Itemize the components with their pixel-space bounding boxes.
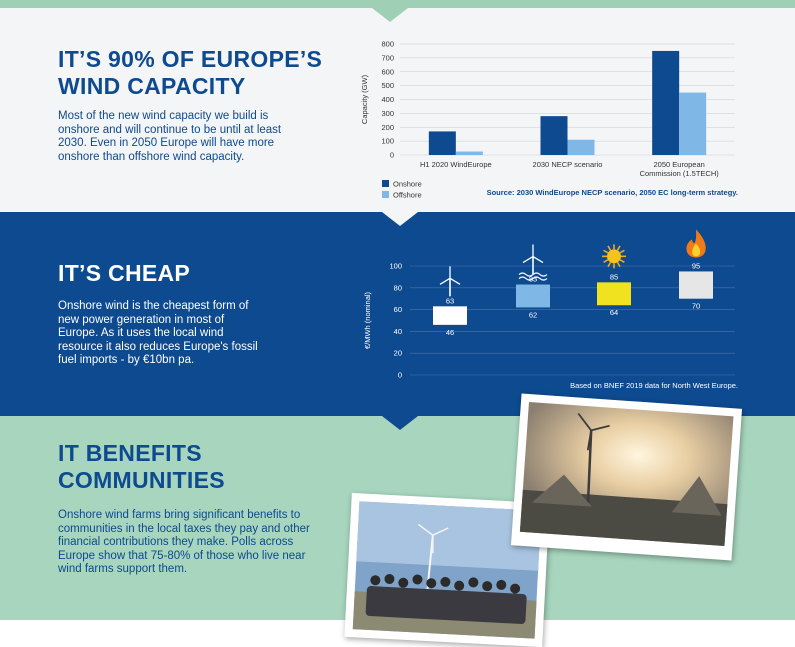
capacity-section [0,8,795,212]
y-axis-label: Capacity (GW) [360,74,369,125]
y-tick-label: 200 [381,122,394,132]
bar-offshore [456,152,483,155]
range-bar [516,285,550,308]
notch-top [372,8,408,22]
cheap-body: Onshore wind is the cheapest form of new power generation in most of Europe. As it uses the local wind resource it also reduces Europe's fossil fuel imports - by €10bn pa. [58,300,258,366]
high-value-label: 83 [528,274,538,284]
high-value-label: 85 [609,272,619,282]
range-bar [679,271,713,298]
gas-icon [686,229,705,257]
legend-label: Offshore [393,190,422,200]
y-tick-label: 0 [389,150,394,160]
y-tick-label: 800 [381,39,394,49]
solar-icon [602,244,626,268]
bar-onshore [541,116,568,155]
onshore-wind-icon [440,266,460,296]
communities-title: IT BENEFITS COMMUNITIES [58,440,225,493]
y-tick-label: 20 [393,348,402,358]
bar-offshore [568,140,595,155]
y-tick-label: 500 [381,81,394,91]
y-tick-label: 60 [393,305,402,315]
y-tick-label: 100 [389,261,402,271]
y-tick-label: 80 [393,283,402,293]
y-tick-label: 600 [381,67,394,77]
capacity-title: IT’S 90% OF EUROPE’S WIND CAPACITY [58,46,323,99]
top-strip [0,0,795,8]
festival-photo-image [520,402,734,546]
y-tick-label: 300 [381,108,394,118]
offshore-wind-icon [519,245,547,281]
range-bar [597,282,631,305]
legend-swatch [382,191,389,198]
cheap-title: IT’S CHEAP [58,260,191,286]
bar-offshore [679,93,706,155]
high-value-label: 95 [691,261,701,271]
y-tick-label: 400 [381,95,394,104]
y-axis-label: €/MWh (nominal) [363,291,372,350]
communities-section [0,416,795,620]
legend-swatch [382,180,389,187]
x-tick-label: 2050 European [653,160,705,169]
y-tick-label: 40 [393,326,402,336]
x-tick-label: Commission (1.5TECH) [639,169,719,178]
capacity-source: Source: 2030 WindEurope NECP scenario, 2050 EC long-term strategy. [486,188,738,197]
cheap-source: Based on BNEF 2019 data for North West Europe. [570,381,738,390]
low-value-label: 64 [609,308,619,318]
capacity-body: Most of the new wind capacity we build is onshore and will continue to be until at least 2030. Even in 2050 Europe will have more onshore than offshore wind capacity. [58,110,282,163]
low-value-label: 46 [445,327,455,337]
legend-label: Onshore [393,179,422,189]
cost-chart [350,212,770,412]
notch-middle [382,212,418,226]
y-tick-label: 700 [381,53,394,63]
x-tick-label: H1 2020 WindEurope [419,160,492,169]
notch-bottom [382,416,418,430]
bar-onshore [652,51,679,155]
communities-body: Onshore wind farms bring significant benefits to communities in the local taxes they pay and other financial contributions they make. Polls across Europe show that 75-80% of those who live near wind farms support them. [58,509,310,575]
cheap-section [0,212,795,416]
capacity-chart [350,8,770,208]
y-tick-label: 0 [397,370,402,380]
low-value-label: 70 [691,301,701,311]
x-tick-label: 2030 NECP scenario [532,160,603,169]
festival-photo [511,393,742,560]
range-bar [433,306,467,325]
bar-onshore [429,131,456,155]
y-tick-label: 100 [381,136,394,146]
high-value-label: 63 [445,296,455,306]
low-value-label: 62 [528,310,538,320]
